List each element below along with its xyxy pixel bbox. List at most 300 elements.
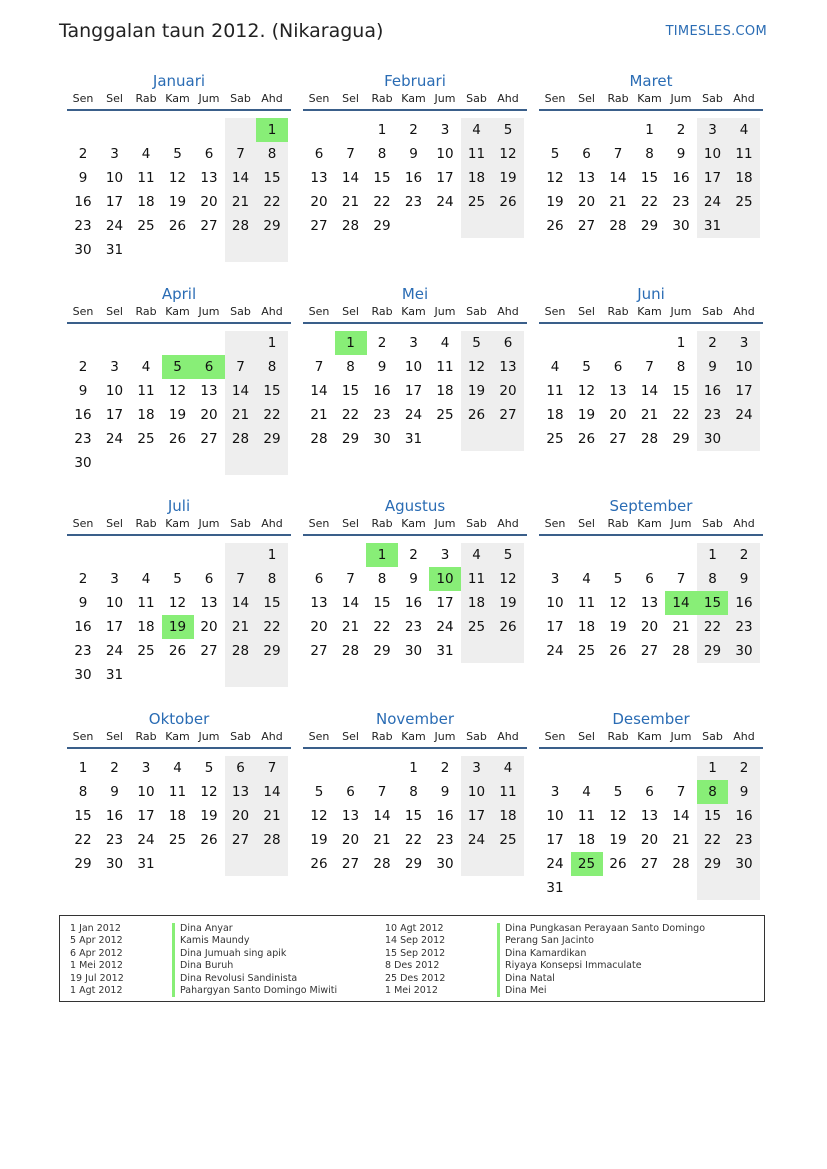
day-cell: 4: [141, 359, 151, 375]
weekday-label: Sen: [544, 730, 566, 743]
day-cell: 24: [697, 190, 729, 214]
day-cell: 20: [577, 194, 596, 210]
weekday-label: Sel: [342, 517, 359, 530]
day-cell: 17: [546, 832, 564, 848]
day-cell: 3: [110, 146, 119, 162]
month-name: April: [161, 285, 197, 303]
day-cell: 24: [461, 828, 493, 852]
month-name: Februari: [384, 72, 446, 90]
weekday-label: Jum: [198, 730, 220, 743]
weekday-label: Sab: [466, 305, 487, 318]
day-cell: 21: [310, 407, 328, 423]
day-cell: 1: [256, 543, 288, 567]
day-cell: 22: [697, 615, 729, 639]
month-name: Maret: [629, 72, 673, 90]
legend-holiday-date: 10 Agt 2012: [385, 923, 444, 934]
weekend-cell-empty: [225, 852, 257, 876]
day-cell: 23: [728, 828, 760, 852]
day-cell: 14: [256, 780, 288, 804]
weekday-label: Kam: [637, 517, 662, 530]
day-cell: 1: [377, 122, 387, 138]
weekday-header: [539, 92, 763, 110]
day-cell: 2: [110, 760, 119, 776]
day-cell: 5: [173, 571, 182, 587]
day-cell: 13: [640, 595, 659, 611]
day-cell: 29: [373, 643, 391, 659]
day-cell: 24: [105, 218, 124, 234]
weekday-label: Jum: [434, 517, 456, 530]
day-cell: 15: [256, 379, 288, 403]
month-name: Januari: [152, 72, 206, 90]
day-cell: 5: [492, 543, 524, 567]
day-cell: 27: [640, 856, 659, 872]
day-cell: 11: [137, 383, 155, 399]
month-10: [67, 710, 291, 910]
header-rule: [539, 534, 763, 536]
day-cell: 29: [256, 214, 288, 238]
weekday-label: Jum: [198, 517, 220, 530]
day-cell: 17: [137, 808, 155, 824]
weekday-label: Sen: [72, 305, 94, 318]
day-cell: 10: [461, 780, 493, 804]
day-cell: 29: [697, 852, 729, 876]
weekday-header: [303, 92, 527, 110]
day-cell: 10: [105, 595, 124, 611]
weekday-label: Sen: [544, 92, 566, 105]
day-cell: 28: [225, 639, 257, 663]
weekday-label: Ahd: [497, 305, 519, 318]
weekday-label: Jum: [434, 730, 456, 743]
day-cell: 14: [341, 595, 360, 611]
header-rule: [303, 109, 527, 111]
day-cell: 1: [697, 756, 729, 780]
day-cell: 17: [546, 619, 564, 635]
day-cell: 26: [609, 856, 627, 872]
header-rule: [539, 322, 763, 324]
month-name: Oktober: [148, 710, 210, 728]
day-cell: 15: [640, 170, 659, 186]
day-cell: 5: [613, 571, 623, 587]
weekend-cell-empty: [225, 118, 257, 142]
weekday-header: [303, 305, 527, 323]
day-cell: 31: [404, 431, 423, 447]
weekday-label: Ahd: [497, 517, 519, 530]
day-cell: 27: [609, 431, 627, 447]
day-cell: 26: [546, 218, 564, 234]
day-cell: 20: [200, 619, 218, 635]
day-cell: 31: [697, 214, 729, 238]
day-cell: 26: [168, 431, 187, 447]
day-cell: 15: [697, 804, 729, 828]
day-cell: 24: [404, 407, 423, 423]
day-cell: 12: [200, 784, 218, 800]
day-cell: 6: [225, 756, 257, 780]
weekday-label: Rab: [607, 92, 629, 105]
day-cell: 9: [110, 784, 119, 800]
day-cell: 4: [173, 760, 182, 776]
day-cell: 25: [577, 643, 596, 659]
weekday-label: Kam: [401, 92, 426, 105]
day-cell: 30: [74, 242, 92, 258]
day-cell: 10: [137, 784, 155, 800]
month-name: Desember: [612, 710, 690, 728]
weekend-cell-empty: [492, 427, 524, 451]
day-cell: 4: [141, 146, 151, 162]
weekday-label: Kam: [165, 517, 190, 530]
month-9: [539, 497, 763, 697]
day-cell: 24: [728, 403, 760, 427]
day-cell: 30: [74, 667, 92, 683]
day-cell: 16: [672, 170, 690, 186]
weekday-label: Sel: [578, 517, 595, 530]
page-title: Tanggalan taun 2012. (Nikaragua): [59, 20, 384, 42]
weekday-label: Sab: [702, 92, 723, 105]
day-cell: 12: [546, 170, 564, 186]
day-cell: 3: [440, 547, 450, 563]
legend-holiday-date: 15 Sep 2012: [385, 947, 446, 959]
day-cell: 30: [436, 856, 454, 872]
day-cell: 26: [168, 643, 187, 659]
day-cell: 20: [640, 619, 659, 635]
day-cell: 21: [341, 619, 360, 635]
day-cell: 8: [346, 359, 355, 375]
weekend-cell-empty: [492, 852, 524, 876]
day-cell: 3: [550, 571, 560, 587]
day-cell: 28: [310, 431, 328, 447]
day-cell: 16: [404, 595, 423, 611]
weekday-label: Sab: [230, 517, 251, 530]
day-cell: 29: [256, 427, 288, 451]
month-11: [303, 710, 527, 910]
day-cell: 11: [728, 142, 760, 166]
day-cell: 31: [137, 856, 155, 872]
month-7: [67, 497, 291, 697]
weekday-label: Sen: [72, 517, 94, 530]
day-cell: 9: [676, 146, 686, 162]
day-cell: 13: [640, 808, 659, 824]
weekday-header: [539, 730, 763, 748]
header-rule: [303, 322, 527, 324]
day-cell: 17: [436, 595, 454, 611]
day-cell: 12: [609, 808, 627, 824]
weekday-label: Rab: [371, 92, 393, 105]
weekday-label: Kam: [401, 305, 426, 318]
weekend-cell-empty: [225, 663, 257, 687]
weekday-label: Kam: [165, 730, 190, 743]
legend-holiday-name: Dina Anyar: [172, 923, 337, 935]
legend-holiday-name: Dina Revolusi Sandinista: [172, 973, 337, 985]
day-cell: 31: [105, 667, 124, 683]
day-cell: 5: [550, 146, 560, 162]
day-cell: 25: [461, 615, 493, 639]
day-cell: 8: [377, 146, 387, 162]
day-cell: 21: [225, 190, 257, 214]
day-cell: 17: [404, 383, 423, 399]
day-cell: 10: [105, 383, 124, 399]
weekday-header: [67, 517, 291, 535]
day-cell: 12: [492, 142, 524, 166]
weekday-label: Ahd: [497, 730, 519, 743]
day-cell: 18: [436, 383, 454, 399]
day-cell: 26: [168, 218, 187, 234]
day-cell: 24: [436, 619, 454, 635]
day-cell: 16: [373, 383, 391, 399]
day-cell: 13: [200, 170, 218, 186]
day-cell: 3: [550, 784, 560, 800]
day-cell: 7: [613, 146, 623, 162]
legend-holiday-date: 1 Jan 2012: [70, 923, 121, 934]
weekday-label: Jum: [434, 92, 456, 105]
weekday-label: Sel: [578, 92, 595, 105]
day-cell: 20: [310, 619, 328, 635]
day-cell: 14: [640, 383, 659, 399]
day-cell: 6: [492, 331, 524, 355]
weekday-label: Rab: [607, 305, 629, 318]
day-cell: 6: [645, 571, 654, 587]
month-name: Agustus: [384, 497, 446, 515]
day-cell: 15: [373, 595, 391, 611]
day-cell: 3: [409, 335, 418, 351]
weekend-cell-empty: [461, 852, 493, 876]
day-cell: 22: [640, 194, 659, 210]
weekday-label: Ahd: [733, 730, 755, 743]
weekday-label: Sab: [702, 517, 723, 530]
day-cell: 14: [310, 383, 328, 399]
legend-holiday-date: 1 Mei 2012: [70, 960, 123, 972]
day-cell: 7: [377, 784, 387, 800]
weekend-cell-empty: [728, 214, 760, 238]
day-cell: 23: [672, 194, 690, 210]
day-cell: 16: [436, 808, 454, 824]
day-cell: 11: [546, 383, 564, 399]
header-rule: [67, 747, 291, 749]
holiday-day-cell: 15: [697, 591, 729, 615]
weekday-label: Jum: [198, 305, 220, 318]
day-cell: 9: [728, 567, 760, 591]
day-cell: 26: [577, 431, 596, 447]
day-cell: 13: [310, 170, 328, 186]
holiday-day-cell: 6: [193, 355, 225, 379]
holiday-day-cell: 14: [665, 591, 697, 615]
day-cell: 18: [492, 804, 524, 828]
day-cell: 19: [310, 832, 328, 848]
weekend-cell-empty: [461, 214, 493, 238]
day-cell: 16: [697, 379, 729, 403]
day-cell: 14: [609, 170, 627, 186]
day-cell: 19: [168, 194, 187, 210]
legend-holiday-name: Dina Pungkasan Perayaan Santo Domingo: [497, 923, 705, 935]
day-cell: 2: [728, 543, 760, 567]
day-cell: 3: [440, 122, 450, 138]
day-cell: 2: [78, 571, 88, 587]
day-cell: 14: [373, 808, 391, 824]
day-cell: 20: [341, 832, 360, 848]
day-cell: 16: [404, 170, 423, 186]
day-cell: 20: [310, 194, 328, 210]
weekday-label: Ahd: [261, 305, 283, 318]
weekday-label: Sen: [544, 305, 566, 318]
day-cell: 15: [256, 591, 288, 615]
weekday-header: [67, 305, 291, 323]
day-cell: 4: [440, 335, 450, 351]
day-cell: 22: [256, 403, 288, 427]
legend-holiday-name: Dina Jumuah sing apik: [172, 948, 337, 960]
day-cell: 13: [200, 595, 218, 611]
weekday-label: Kam: [637, 730, 662, 743]
legend-right-dates: [385, 923, 445, 997]
day-cell: 2: [440, 760, 450, 776]
month-6: [539, 285, 763, 485]
day-cell: 10: [436, 146, 454, 162]
weekday-label: Sen: [308, 92, 330, 105]
day-cell: 21: [672, 832, 690, 848]
day-cell: 28: [341, 643, 360, 659]
legend-left-dates: [70, 923, 124, 997]
day-cell: 7: [256, 756, 288, 780]
day-cell: 23: [74, 643, 92, 659]
day-cell: 6: [645, 784, 654, 800]
day-cell: 24: [546, 643, 564, 659]
day-cell: 7: [645, 359, 654, 375]
day-cell: 30: [672, 218, 690, 234]
weekday-header: [67, 730, 291, 748]
day-cell: 11: [577, 595, 596, 611]
day-cell: 14: [225, 379, 257, 403]
day-cell: 29: [640, 218, 659, 234]
day-cell: 1: [676, 335, 686, 351]
weekday-label: Sel: [578, 305, 595, 318]
day-cell: 14: [672, 808, 690, 824]
day-cell: 3: [697, 118, 729, 142]
weekend-cell-empty: [492, 214, 524, 238]
day-cell: 7: [676, 784, 686, 800]
day-cell: 15: [404, 808, 423, 824]
day-cell: 12: [577, 383, 596, 399]
day-cell: 18: [577, 832, 596, 848]
day-cell: 18: [137, 194, 155, 210]
day-cell: 21: [225, 403, 257, 427]
day-cell: 9: [728, 780, 760, 804]
day-cell: 20: [640, 832, 659, 848]
day-cell: 23: [373, 407, 391, 423]
day-cell: 9: [697, 355, 729, 379]
day-cell: 27: [310, 643, 328, 659]
day-cell: 4: [492, 756, 524, 780]
weekday-header: [303, 517, 527, 535]
day-cell: 23: [728, 615, 760, 639]
weekday-label: Jum: [670, 517, 692, 530]
day-cell: 24: [137, 832, 155, 848]
day-cell: 1: [697, 543, 729, 567]
legend-holiday-date: 6 Apr 2012: [70, 947, 123, 959]
weekday-label: Ahd: [733, 92, 755, 105]
holiday-day-cell: 8: [697, 780, 729, 804]
weekday-label: Kam: [637, 92, 662, 105]
day-cell: 10: [105, 170, 124, 186]
brand-link[interactable]: TIMESLES.COM: [665, 24, 767, 39]
day-cell: 8: [409, 784, 418, 800]
day-cell: 14: [225, 591, 257, 615]
weekday-label: Sen: [72, 92, 94, 105]
day-cell: 19: [461, 379, 493, 403]
header-rule: [303, 534, 527, 536]
day-cell: 3: [141, 760, 151, 776]
day-cell: 7: [225, 142, 257, 166]
weekend-cell-empty: [256, 852, 288, 876]
day-cell: 3: [728, 331, 760, 355]
weekend-cell-empty: [256, 238, 288, 262]
day-cell: 1: [409, 760, 418, 776]
day-cell: 27: [640, 643, 659, 659]
weekday-label: Ahd: [261, 517, 283, 530]
day-cell: 23: [404, 619, 423, 635]
day-cell: 9: [409, 571, 418, 587]
header-rule: [539, 747, 763, 749]
legend-holiday-date: 1 Mei 2012: [385, 985, 438, 997]
day-cell: 17: [728, 379, 760, 403]
day-cell: 3: [461, 756, 493, 780]
weekday-header: [303, 730, 527, 748]
day-cell: 27: [577, 218, 596, 234]
weekday-header: [539, 517, 763, 535]
weekday-label: Rab: [135, 92, 157, 105]
day-cell: 11: [168, 784, 187, 800]
day-cell: 1: [645, 122, 654, 138]
day-cell: 22: [697, 828, 729, 852]
day-cell: 5: [613, 784, 623, 800]
weekday-label: Sel: [342, 305, 359, 318]
header-rule: [539, 109, 763, 111]
weekday-label: Kam: [637, 305, 662, 318]
day-cell: 25: [728, 190, 760, 214]
day-cell: 21: [609, 194, 627, 210]
day-cell: 15: [341, 383, 360, 399]
day-cell: 11: [137, 170, 155, 186]
day-cell: 29: [256, 639, 288, 663]
day-cell: 18: [546, 407, 564, 423]
day-cell: 23: [74, 218, 92, 234]
weekday-label: Sab: [702, 305, 723, 318]
day-cell: 25: [137, 218, 155, 234]
weekday-label: Jum: [670, 305, 692, 318]
weekday-label: Rab: [371, 305, 393, 318]
day-cell: 9: [78, 595, 88, 611]
day-cell: 16: [74, 194, 92, 210]
weekday-label: Sab: [230, 730, 251, 743]
day-cell: 12: [609, 595, 627, 611]
day-cell: 2: [697, 331, 729, 355]
day-cell: 31: [105, 242, 124, 258]
weekday-label: Ahd: [497, 92, 519, 105]
holiday-day-cell: 1: [366, 543, 398, 567]
legend-holiday-date: 25 Des 2012: [385, 972, 446, 984]
day-cell: 19: [492, 591, 524, 615]
day-cell: 22: [672, 407, 690, 423]
day-cell: 11: [461, 567, 493, 591]
holiday-day-cell: 10: [429, 567, 461, 591]
legend-holiday-date: 5 Apr 2012: [70, 935, 123, 947]
legend-right-names: [497, 923, 705, 997]
weekday-label: Jum: [434, 305, 456, 318]
day-cell: 25: [492, 828, 524, 852]
day-cell: 28: [225, 427, 257, 451]
weekday-label: Sel: [106, 517, 123, 530]
month-name: Mei: [401, 285, 429, 303]
day-cell: 10: [404, 359, 423, 375]
day-cell: 7: [346, 146, 355, 162]
day-cell: 8: [256, 355, 288, 379]
day-cell: 15: [373, 170, 391, 186]
